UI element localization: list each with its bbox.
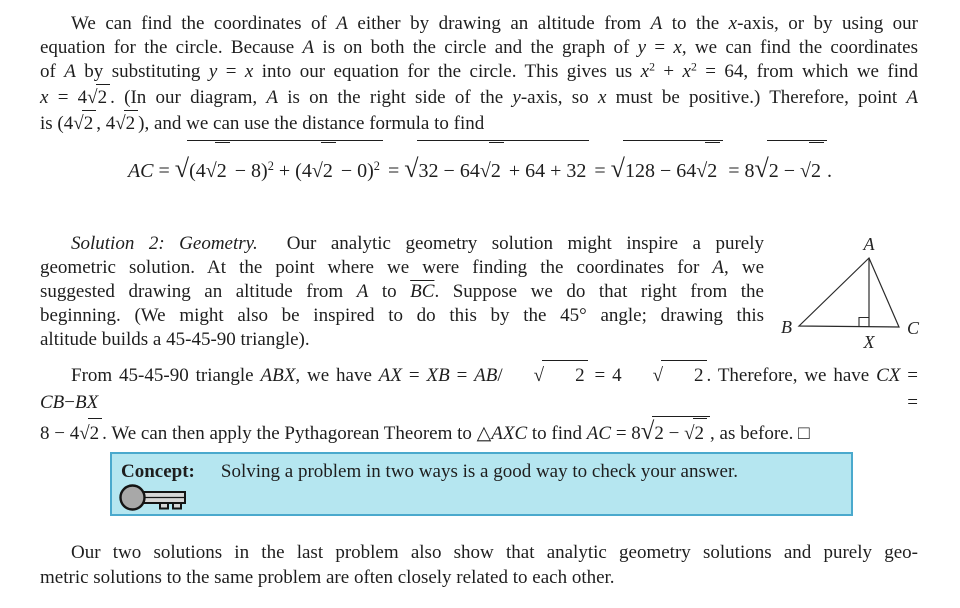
paragraph-analytic-solution <box>40 12 918 136</box>
concept-label: Concept: <box>121 461 195 482</box>
text-line: geometric solution. At the point where we were finding the coordinates for A, we <box>40 257 764 278</box>
distance-formula-equation: AC = √ (4 √ 2 − 8)$^2$ + (4 √ 2 − 0)$^2$ = √ 32 − 64 √ 2 + 64 + 32 = √ 128 − 64 √ 2 = 8 √ 2 − √ 2 . <box>40 140 920 194</box>
text-line: suggested drawing an altitude from A to $\overline{BC}$. Suppose we do that right from the <box>40 281 764 302</box>
text-line: From 45-45-90 triangle ABX, we have AX = XB = AB/ √ 2 = 4 √ 2 . Therefore, we have CX = CB−BX = <box>40 360 918 416</box>
key-head <box>121 486 145 510</box>
vertex-label-a: A <box>863 234 875 254</box>
text-line: of A by substituting y = x into our equation for the circle. This gives us $x^2 + x^2 = 64$, from which we find <box>40 60 919 82</box>
concept-box <box>110 452 853 516</box>
text-line: Solution 2: Geometry. Our analytic geometry solution might inspire a purely <box>71 233 765 254</box>
concept-text: Solving a problem in two ways is a good way to check your answer. <box>220 461 739 482</box>
triangle-abc <box>799 258 899 327</box>
vertex-label-b: B <box>781 317 792 337</box>
key-tooth <box>160 503 168 509</box>
key-icon <box>118 481 190 515</box>
text-line: equation for the circle. Because A is on both the circle and the graph of y = x, we can find the coordinates <box>40 37 919 58</box>
text-line: We can find the coordinates of A either by drawing an altitude from A to the x-axis, or by using our <box>71 13 918 34</box>
paragraph-solution2-geometry <box>40 232 764 352</box>
key-tooth <box>173 503 181 509</box>
triangle-diagram <box>778 230 950 358</box>
foot-label-x: X <box>863 332 875 352</box>
text-line: x = 4 √ 2 . (In our diagram, A is on the right side of the y-axis, so x must be positive.) Therefore, point A <box>40 84 918 110</box>
text-line: altitude builds a 45-45-90 triangle). <box>40 329 310 350</box>
text-line: 8 − 4 √ 2 . We can then apply the Pythagorean Theorem to △AXC to find AC = 8 √ 2 − √ 2 , as before. □ <box>40 418 810 445</box>
paragraph-454590 <box>40 360 918 447</box>
right-angle-mark <box>859 318 869 328</box>
text-line: beginning. (We might also be inspired to do this by the 45° angle; drawing this <box>40 305 764 326</box>
text-line: metric solutions to the same problem are often closely related to each other. <box>40 567 615 588</box>
text-line: Our two solutions in the last problem also show that analytic geometry solutions and purely geo- <box>71 542 918 563</box>
concept-line <box>112 454 851 483</box>
text-line: is (4 √ 2 , 4 √ 2 ), and we can use the distance formula to find <box>40 110 918 136</box>
paragraph-closing <box>40 540 918 590</box>
vertex-label-c: C <box>907 318 920 338</box>
